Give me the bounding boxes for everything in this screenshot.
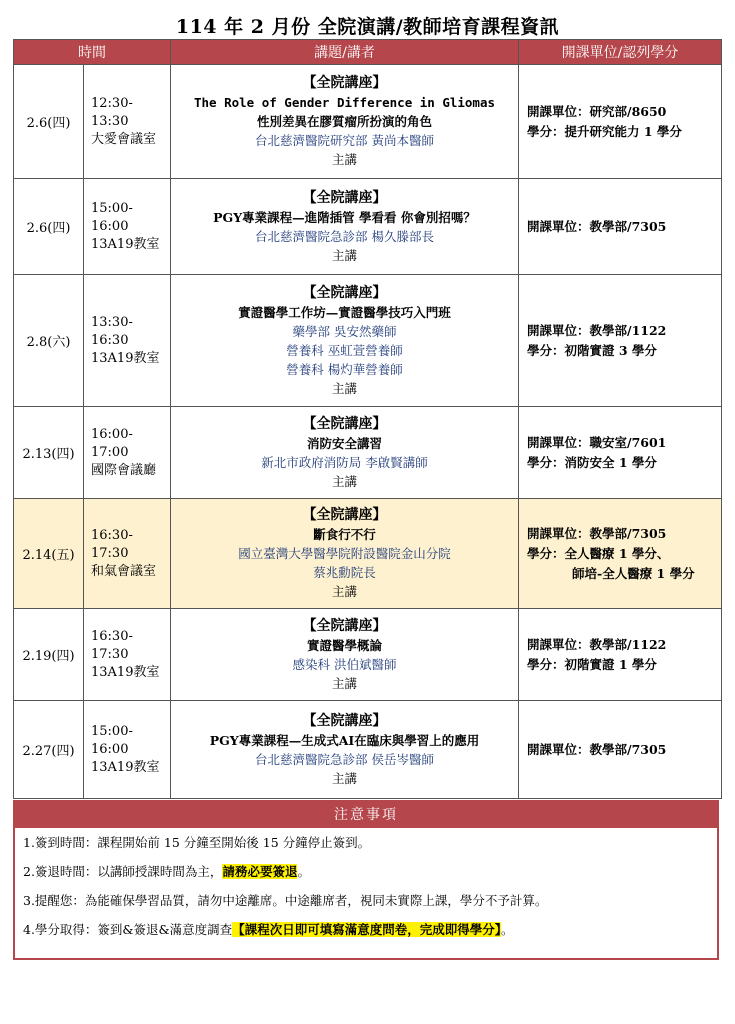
lecture-tag: 【全院講座】 xyxy=(302,75,387,91)
lecture-title: 斷食行不行 xyxy=(313,527,376,542)
lecture-subtitle: 性別差異在膠質瘤所扮演的角色 xyxy=(256,114,432,129)
time-cell xyxy=(84,65,171,179)
room-name: 13A19教室 xyxy=(91,759,160,775)
date-cell: 2.13(四) xyxy=(14,407,84,499)
topic-cell xyxy=(171,499,519,609)
room-name: 和氣會議室 xyxy=(91,563,157,579)
topic-cell xyxy=(171,609,519,701)
speaker-role: 主講 xyxy=(331,584,357,599)
notes-box xyxy=(13,800,719,960)
room-name: 國際會議廳 xyxy=(91,462,157,478)
schedule-table xyxy=(13,39,722,799)
date-cell: 2.14(五) xyxy=(14,499,84,609)
table-row xyxy=(14,275,722,407)
date-cell: 2.6(四) xyxy=(14,179,84,275)
lecture-title: The Role of Gender Difference in Gliomas xyxy=(193,95,496,110)
lecture-title: PGY專業課程—生成式AI在臨床與學習上的應用 xyxy=(209,732,480,748)
unit-cell xyxy=(519,701,722,799)
note-2 xyxy=(23,857,717,886)
date-cell: 2.19(四) xyxy=(14,609,84,701)
table-row xyxy=(14,65,722,179)
time-range: 15:00-16:00 xyxy=(91,200,133,234)
lecture-title: 實證醫學工作坊—實證醫學技巧入門班 xyxy=(238,304,451,320)
note-1: 1.簽到時間：課程開始前 15 分鐘至開始後 15 分鐘停止簽到。 xyxy=(23,835,371,850)
speaker: 營養科 巫虹萱營養師 xyxy=(286,342,403,358)
note-2-highlight: 請務必要簽退 xyxy=(222,864,298,879)
course-unit: 開課單位：教學部/7305 xyxy=(527,218,667,234)
header-time: 時間 xyxy=(14,40,171,65)
header-unit: 開課單位/認列學分 xyxy=(519,40,722,65)
lecture-title: 消防安全講習 xyxy=(306,435,382,451)
table-row xyxy=(14,701,722,799)
lecture-tag: 【全院講座】 xyxy=(302,415,387,432)
time-range: 13:30-16:30 xyxy=(91,314,133,348)
unit-cell xyxy=(519,407,722,499)
time-range: 15:00-16:00 xyxy=(91,723,133,757)
time-cell xyxy=(84,609,171,701)
speaker-role: 主講 xyxy=(331,770,357,786)
note-3: 3.提醒您：為能確保學習品質，請勿中途離席。中途離席者，視同未實際上課，學分不予計算。 xyxy=(23,893,548,908)
credit-info: 學分：初階實證 3 學分 xyxy=(527,342,657,358)
lecture-tag: 【全院講座】 xyxy=(302,507,387,523)
speaker: 新北市政府消防局 李啟賢講師 xyxy=(261,454,428,470)
note-4-text: 4.學分取得：簽到&簽退&滿意度調查 xyxy=(23,922,233,937)
time-range: 16:00-17:00 xyxy=(91,426,133,460)
schedule-rows xyxy=(14,65,722,799)
table-row xyxy=(14,179,722,275)
topic-cell xyxy=(171,407,519,499)
lecture-tag: 【全院講座】 xyxy=(302,617,387,634)
lecture-tag: 【全院講座】 xyxy=(302,284,387,301)
speaker-role: 主講 xyxy=(331,473,357,489)
date-cell: 2.6(四) xyxy=(14,65,84,179)
speaker-role: 主講 xyxy=(331,380,357,396)
room-name: 大愛會議室 xyxy=(91,131,157,147)
speaker: 感染科 洪伯斌醫師 xyxy=(292,656,397,672)
course-unit: 開課單位：教學部/1122 xyxy=(527,636,667,652)
time-cell xyxy=(84,701,171,799)
date-cell: 2.8(六) xyxy=(14,275,84,407)
room-name: 13A19教室 xyxy=(91,350,160,366)
room-name: 13A19教室 xyxy=(91,236,160,252)
credit-info: 師培-全人醫療 1 學分 xyxy=(572,565,695,581)
table-row xyxy=(14,407,722,499)
table-row xyxy=(14,609,722,701)
speaker: 蔡兆勳院長 xyxy=(313,565,376,580)
course-unit: 開課單位：教學部/7305 xyxy=(527,525,667,541)
lecture-tag: 【全院講座】 xyxy=(302,189,387,206)
header-topic: 講題/講者 xyxy=(171,40,519,65)
time-cell xyxy=(84,275,171,407)
page-title: 114 年 2 月份 全院演講/教師培育課程資訊 xyxy=(175,16,560,38)
topic-cell xyxy=(171,275,519,407)
topic-cell xyxy=(171,65,519,179)
unit-cell xyxy=(519,609,722,701)
credit-info: 學分：提升研究能力 1 學分 xyxy=(527,123,682,139)
topic-cell xyxy=(171,701,519,799)
topic-cell xyxy=(171,179,519,275)
speaker: 台北慈濟醫院急診部 楊久滕部長 xyxy=(255,228,434,244)
speaker: 台北慈濟醫院研究部 黃尚本醫師 xyxy=(255,133,434,148)
credit-info: 學分：全人醫療 1 學分、 xyxy=(527,545,670,561)
note-4-highlight: 【課程次日即可填寫滿意度問卷，完成即得學分】 xyxy=(232,922,501,937)
table-header-row xyxy=(14,40,722,65)
speaker: 國立臺灣大學醫學院附設醫院金山分院 xyxy=(238,546,451,561)
course-unit: 開課單位：研究部/8650 xyxy=(527,103,667,119)
course-unit: 開課單位：教學部/7305 xyxy=(527,741,667,757)
unit-cell xyxy=(519,65,722,179)
unit-cell xyxy=(519,499,722,609)
time-cell xyxy=(84,499,171,609)
date-cell: 2.27(四) xyxy=(14,701,84,799)
credit-info: 學分：消防安全 1 學分 xyxy=(527,454,657,470)
time-cell xyxy=(84,179,171,275)
notes-header: 注意事項 xyxy=(15,802,717,828)
lecture-title: 實證醫學概論 xyxy=(306,637,382,653)
unit-cell xyxy=(519,275,722,407)
note-4-end: 。 xyxy=(500,922,514,937)
time-range: 12:30-13:30 xyxy=(91,95,133,129)
course-unit: 開課單位：職安室/7601 xyxy=(527,434,667,450)
speaker-role: 主講 xyxy=(331,675,357,691)
credit-info: 學分：初階實證 1 學分 xyxy=(527,656,657,672)
room-name: 13A19教室 xyxy=(91,664,160,680)
lecture-title: PGY專業課程—進階插管 學看看 你會別招嗎？ xyxy=(213,209,476,225)
speaker-role: 主講 xyxy=(331,152,357,167)
course-unit: 開課單位：教學部/1122 xyxy=(527,322,667,338)
time-range: 16:30-17:30 xyxy=(91,628,133,662)
note-2-end: 。 xyxy=(297,864,310,879)
table-row xyxy=(14,499,722,609)
time-cell xyxy=(84,407,171,499)
speaker: 台北慈濟醫院急診部 侯岳岑醫師 xyxy=(255,751,434,767)
speaker-role: 主講 xyxy=(331,247,357,263)
note-2-text: 2.簽退時間：以講師授課時間為主， xyxy=(23,864,223,879)
speaker: 藥學部 吳安然藥師 xyxy=(292,323,397,339)
unit-cell xyxy=(519,179,722,275)
note-4 xyxy=(23,915,717,944)
lecture-tag: 【全院講座】 xyxy=(302,712,387,729)
time-range: 16:30-17:30 xyxy=(91,527,133,561)
speaker: 營養科 楊灼華營養師 xyxy=(286,361,403,377)
